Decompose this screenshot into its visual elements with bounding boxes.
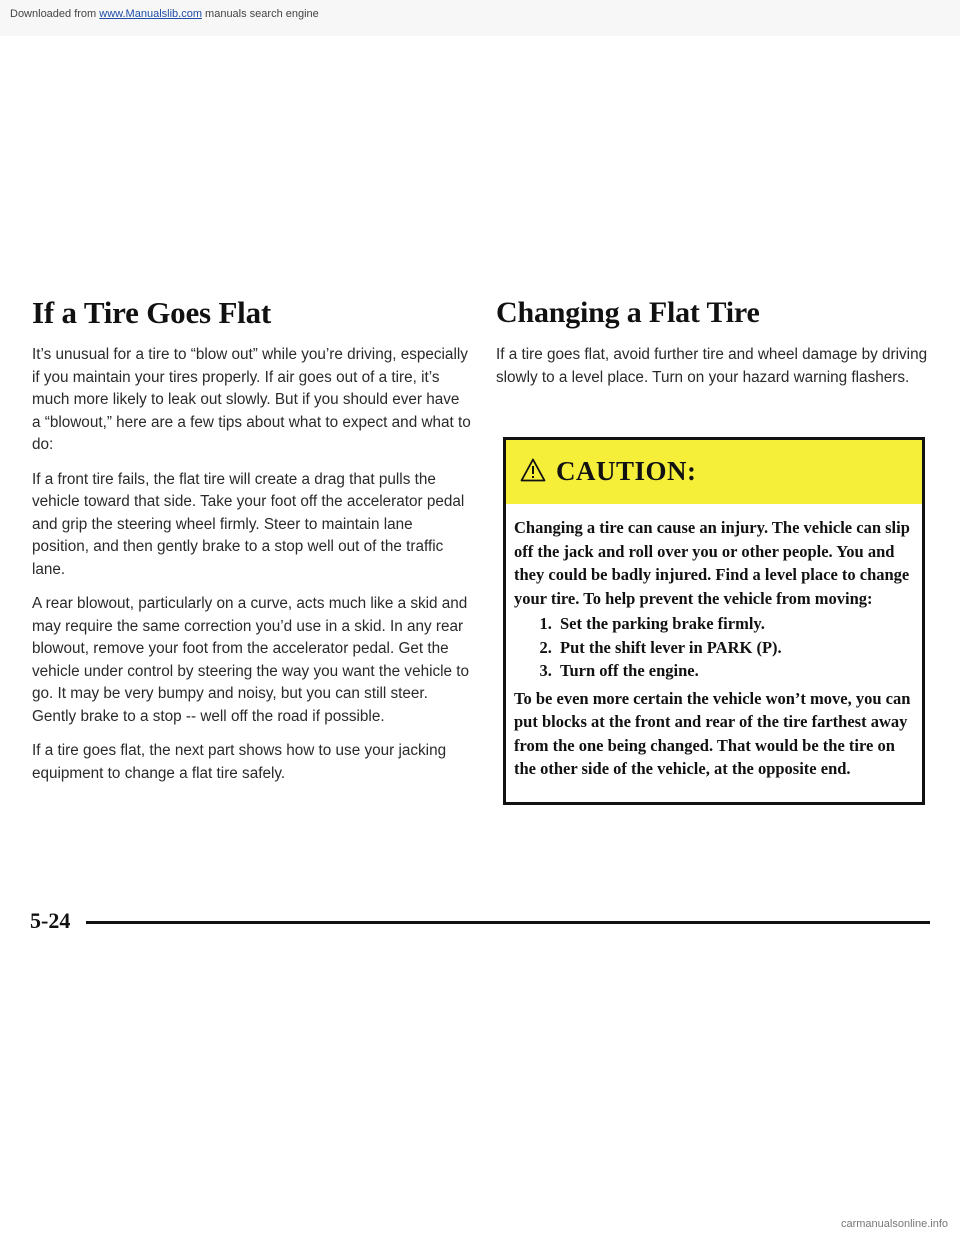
caution-box — [503, 437, 925, 805]
caution-closing: To be even more certain the vehicle won’t move, you can put blocks at the front and rear of the tire farthest away from the one being changed. That would be the tire on the other side of the vehicle, at the opposite end. — [514, 688, 911, 778]
paragraph-rear-blowout: A rear blowout, particularly on a curve, acts much like a skid and may require the same correction you’d use in a skid. In any rear blowout, remove your foot from the accelerator pedal. Get the vehicle under control by steering the way you want the vehicle to go. It may be very bumpy and noisy, but you can still steer. Gently brake to a stop -- well off the road if possible. — [32, 595, 470, 725]
caution-step: 1. Set the parking brake firmly. — [556, 612, 914, 636]
caution-title: CAUTION: — [556, 456, 697, 486]
paragraph-next-part: If a tire goes flat, the next part shows how to use your jacking equipment to change a flat tire safely. — [32, 742, 447, 782]
caution-lead: Changing a tire can cause an injury. The vehicle can slip off the jack and roll over you or other people. You and they could be badly injured. Find a level place to change your tire. To help prevent the vehicle from moving: — [514, 518, 910, 608]
caution-step: 3. Turn off the engine. — [556, 659, 914, 683]
right-column — [496, 296, 932, 401]
download-source-header — [10, 8, 319, 20]
warning-triangle-icon — [520, 458, 546, 482]
footer-rule — [86, 921, 930, 924]
paragraph-changing-intro: If a tire goes flat, avoid further tire and wheel damage by driving slowly to a level place. Turn on your hazard warning flashers. — [496, 346, 928, 386]
page-number: 5-24 — [30, 908, 71, 933]
caution-step: 2. Put the shift lever in PARK (P). — [556, 636, 914, 660]
caution-body — [514, 516, 914, 781]
manualslib-link[interactable]: www.Manualslib.com — [99, 8, 202, 20]
paragraph-front-tire: If a front tire fails, the flat tire will create a drag that pulls the vehicle toward that side. Take your foot off the accelerator pedal and grip the steering wheel firmly. Steer to maintain lane position, and then gently brake to a stop well out of the traffic lane. — [32, 470, 465, 578]
footer-brand: carmanualsonline.info — [840, 1218, 948, 1230]
paragraph-blowout-intro: It’s unusual for a tire to “blow out” while you’re driving, especially if you maintain your tires properly. If air goes out of a tire, it’s much more likely to leak out slowly. But if you should ever have a “blowout,” here are a few tips about what to expect and what to do: — [32, 346, 471, 453]
caution-header — [506, 440, 922, 504]
header-suffix: manuals search engine — [201, 8, 319, 20]
section-title-tire-flat: If a Tire Goes Flat — [32, 295, 272, 330]
header-prefix: Downloaded from — [10, 8, 100, 20]
left-column — [32, 296, 472, 797]
section-title-changing-tire: Changing a Flat Tire — [496, 296, 760, 329]
caution-steps — [514, 612, 914, 683]
